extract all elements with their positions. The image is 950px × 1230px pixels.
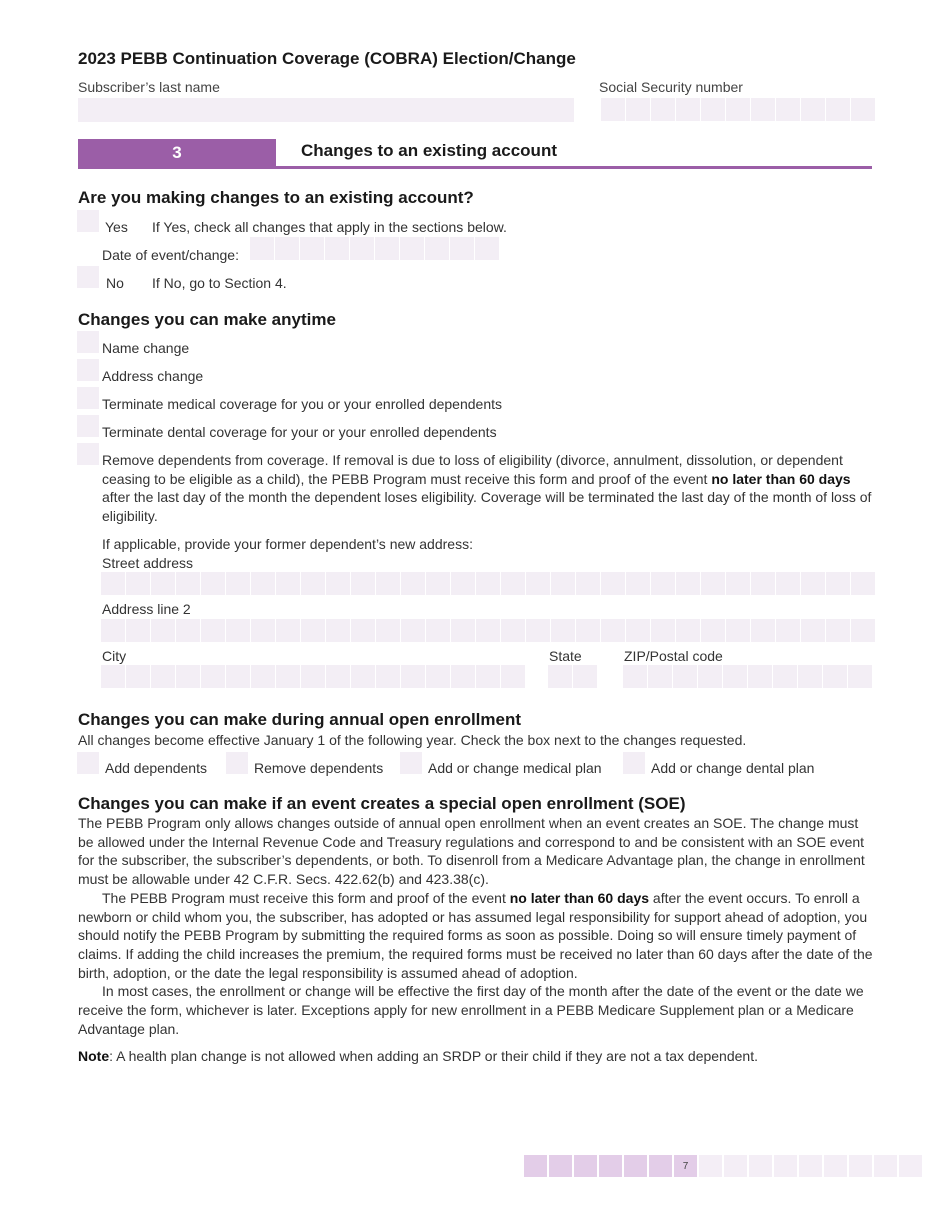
terminate-medical-label: Terminate medical coverage for you or your enrolled dependents	[102, 396, 503, 412]
no-note: If No, go to Section 4.	[152, 275, 287, 291]
street-address-field[interactable]	[101, 572, 875, 595]
dental-plan-label: Add or change dental plan	[651, 760, 815, 776]
soe-paragraph-2: The PEBB Program must receive this form and proof of the event no later than 60 days after the event occurs. To enroll a newborn or child whom you, the subscriber, has adopted or has assumed legal responsibility for support ahead of adoption, you should notify the PEBB Program by submitting the required forms as soon as possible. Doing so will ensure timely payment of claims. If adding the child increases the premium, the required forms must be received no later than 60 days after the date of the birth, adoption, or the date the legal responsibility is assumed ahead of adoption.	[78, 889, 873, 981]
remove-dependents-text: Remove dependents from coverage. If removal is due to loss of eligibility (divorce, annulment, dissolution, or dependent ceasing to be eligible as a child), the PEBB Program must receive this form and proof of the event no later than 60 days after the last day of the month the dependent loses eligibility. Coverage will be terminated the last day of the month of loss of eligibility.	[102, 452, 872, 525]
address-line2-field[interactable]	[101, 619, 875, 642]
address-change-label: Address change	[102, 368, 204, 384]
city-field[interactable]	[101, 665, 525, 688]
section-header	[78, 139, 872, 169]
last-name-label: Subscriber’s last name	[78, 79, 220, 95]
section-number: 3	[78, 139, 276, 166]
ssn-field[interactable]	[601, 98, 875, 121]
last-name-field[interactable]	[78, 98, 574, 122]
section-title: Changes to an existing account	[301, 141, 557, 160]
medical-plan-checkbox[interactable]	[400, 752, 422, 774]
state-field[interactable]	[548, 665, 597, 688]
soe-body	[78, 814, 874, 1066]
yes-label: Yes	[105, 219, 128, 235]
zip-field[interactable]	[623, 665, 872, 688]
terminate-dental-label: Terminate dental coverage for your or your enrolled dependents	[102, 424, 497, 440]
terminate-medical-checkbox[interactable]	[77, 387, 99, 409]
soe-note: Note: A health plan change is not allowed when adding an SRDP or their child if they are not a tax dependent.	[78, 1048, 758, 1065]
page-number: 7	[674, 1155, 697, 1177]
ssn-label: Social Security number	[599, 79, 743, 95]
address-change-checkbox[interactable]	[77, 359, 99, 381]
anytime-heading: Changes you can make anytime	[78, 310, 336, 329]
remove-dependents-checkbox[interactable]	[77, 443, 99, 465]
remove-dependents-oe-checkbox[interactable]	[226, 752, 248, 774]
date-of-event-field[interactable]	[250, 237, 499, 260]
address-line2-label: Address line 2	[102, 601, 191, 617]
terminate-dental-checkbox[interactable]	[77, 415, 99, 437]
yes-checkbox[interactable]	[77, 210, 99, 232]
soe-heading: Changes you can make if an event creates a special open enrollment (SOE)	[78, 794, 686, 813]
add-dependents-checkbox[interactable]	[77, 752, 99, 774]
city-label: City	[102, 648, 127, 664]
open-enrollment-description: All changes become effective January 1 of the following year. Check the box next to the changes requested.	[78, 732, 747, 748]
no-label: No	[106, 275, 124, 291]
soe-paragraph-1: The PEBB Program only allows changes outside of annual open enrollment when an event creates an SOE. The change must be allowed under the Internal Revenue Code and Treasury regulations and correspond to and be consistent with an SOE event for the subscriber, the subscriber’s dependents, or both. To disenroll from a Medicare Advantage plan, the change in enrollment must be allowable under 42 C.F.R. Secs. 422.62(b) and 423.38(c).	[78, 815, 865, 888]
medical-plan-label: Add or change medical plan	[428, 760, 602, 776]
remove-dependents-oe-label: Remove dependents	[254, 760, 384, 776]
dental-plan-checkbox[interactable]	[623, 752, 645, 774]
name-change-label: Name change	[102, 340, 190, 356]
former-address-prompt: If applicable, provide your former dependent’s new address:	[102, 536, 473, 552]
state-label: State	[549, 648, 582, 664]
add-dependents-label: Add dependents	[105, 760, 207, 776]
form-title: 2023 PEBB Continuation Coverage (COBRA) Election/Change	[78, 49, 576, 68]
zip-label: ZIP/Postal code	[624, 648, 723, 664]
yes-note: If Yes, check all changes that apply in the sections below.	[152, 219, 507, 235]
date-of-event-label: Date of event/change:	[102, 247, 239, 263]
page-indicator	[524, 1155, 922, 1177]
no-checkbox[interactable]	[77, 266, 99, 288]
existing-account-heading: Are you making changes to an existing account?	[78, 188, 474, 207]
soe-paragraph-3: In most cases, the enrollment or change will be effective the first day of the month after the date of the event or the date we receive the form, whichever is later. Exceptions apply for new enrollment in a PEBB Medicare Supplement plan or a Medicare Advantage plan.	[78, 983, 864, 1037]
street-address-label: Street address	[102, 555, 194, 571]
name-change-checkbox[interactable]	[77, 331, 99, 353]
open-enrollment-heading: Changes you can make during annual open enrollment	[78, 710, 522, 729]
